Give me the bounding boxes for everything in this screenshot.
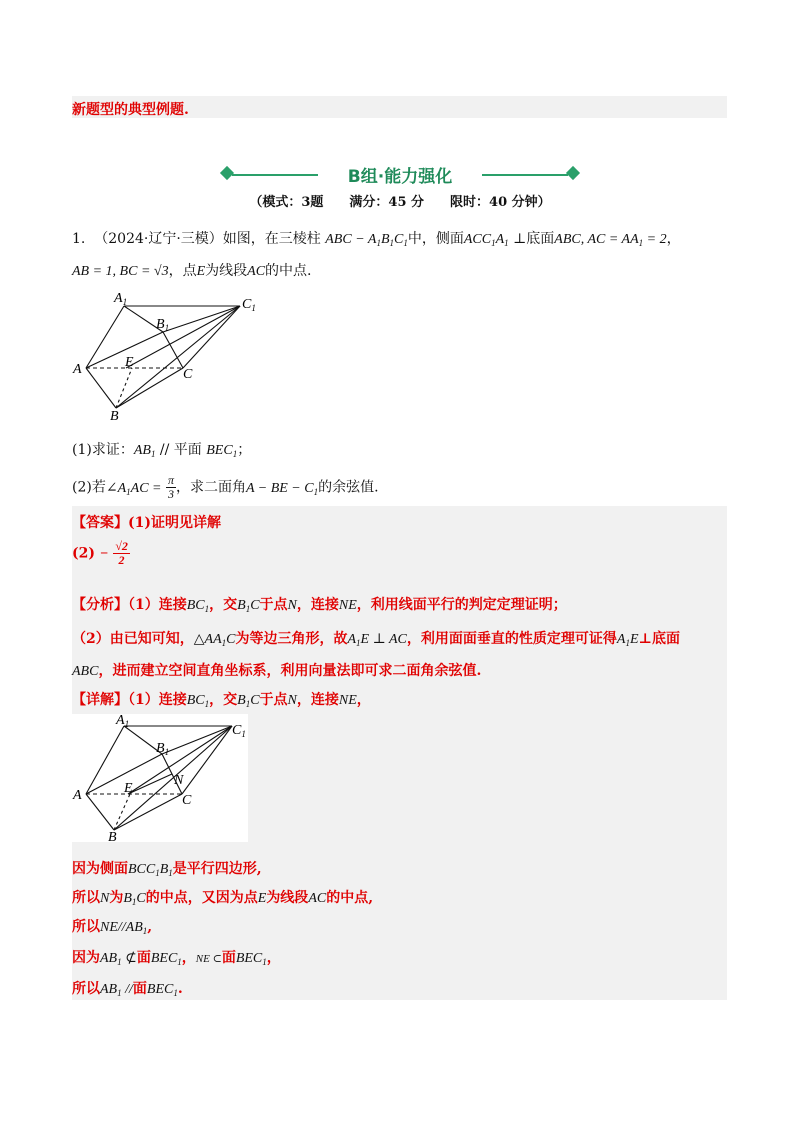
question-1 [72, 439, 251, 459]
detail-line-6: 所以$AB_1$ //面$BEC_1$. [72, 981, 183, 998]
detail-l2a: 所以 [72, 890, 100, 906]
detail-l2c: 的中点，又因为点 [145, 890, 258, 906]
analysis-line-2: （2）由已知可知，$\triangle AA_1C$为等边三角形，故$A_1E$ ⊥ AC，利用面面垂直的性质定理可证得$A_1E\perp$底面 [72, 631, 680, 648]
analysis-s2c: ，利用面面垂直的性质定理可证得 [406, 631, 617, 647]
detail-line-4: 所以$NE//AB_1$, [72, 919, 153, 936]
detail-s1b: ，交 [209, 692, 238, 708]
detail-l2e: 的中点, [326, 890, 374, 906]
detail-l4c: ， [181, 950, 196, 966]
section-header [220, 162, 580, 188]
label-B: B [110, 409, 119, 424]
math-BEC1: $BEC_1$ [206, 443, 238, 459]
detail-l1a: 因为侧面 [72, 861, 128, 877]
detail-s1c: 于点 [259, 692, 288, 708]
problem-text-1c: ， [666, 231, 681, 247]
problem-text-2c: 的中点. [265, 263, 312, 279]
label-A: A [73, 362, 82, 377]
analysis-s1d: ，连接 [296, 597, 339, 613]
prism-figure-1 [70, 286, 270, 426]
q2-end: 的余弦值. [318, 479, 379, 496]
detail-line-3: 所以N为$B_1C$的中点，又因为点E为线段AC的中点, [72, 890, 374, 907]
detail-line-1: 【详解】（1）连接$BC_1$，交$B_1C$于点N，连接NE， [72, 692, 371, 709]
question-2 [72, 474, 379, 501]
answer-line-2: (2) − $\frac{√2}{2}$ [72, 539, 128, 567]
detail-l4b: 面 [136, 950, 151, 966]
math-AC: AC [247, 264, 266, 279]
analysis-label: 【分析】 [72, 597, 128, 613]
label-B1: $B_1$ [156, 317, 170, 333]
math-E: E [196, 264, 206, 279]
q2-mid: ，求二面角 [175, 479, 246, 496]
label-A1: $A_1$ [114, 291, 128, 307]
label2-N: N [174, 773, 184, 788]
answer-line-1 [72, 512, 221, 532]
math-dihedral: A − BE − $C_1$ [245, 480, 319, 497]
fraction-sqrt2-2: $\frac{√2}{2}$ [115, 539, 128, 567]
label2-A1: $A_1$ [116, 714, 130, 729]
detail-l1b: 是平行四边形, [172, 861, 262, 877]
math-lengths: AB = 1, BC = √3 [72, 264, 169, 279]
section-title: B组·能力强化 [347, 167, 453, 187]
label2-C1: $C_1$ [232, 723, 246, 739]
analysis-s1e: ，利用线面平行的判定定理证明； [356, 597, 567, 613]
detail-l3: 所以 [72, 919, 100, 935]
problem-line-2 [72, 260, 311, 280]
math-prism: ABC − $A_1B_1C_1$ [325, 232, 408, 248]
q1-end: ； [237, 442, 252, 458]
answer-part-1: (1)证明见详解 [128, 515, 221, 531]
problem-text-2b: 为线段 [205, 263, 248, 279]
answer-label: 【答案】 [72, 515, 128, 531]
fraction-pi-3: $\frac{\pi}{3}$ [167, 473, 174, 501]
math-face: $ACC_1A_1$ [463, 232, 509, 248]
problem-text-1b: ⊥底面 [513, 231, 555, 247]
detail-s1d: ，连接 [296, 692, 339, 708]
intro-text: 新题型的典型例题. [72, 102, 189, 118]
label2-A: A [73, 788, 82, 803]
math-AB1: $AB_1$ [133, 443, 156, 459]
detail-l5a: 所以 [72, 981, 100, 997]
section-meta: （模式：3题 满分：45 分 限时：40 分钟） [249, 195, 551, 210]
label-C1: $C_1$ [242, 297, 256, 313]
analysis-s2d: ⊥底面 [638, 631, 680, 647]
analysis-s3: ，进而建立空间直角坐标系，利用向量法即可求二面角余弦值. [98, 663, 482, 679]
problem-text-2: ，点 [168, 263, 197, 279]
detail-line-5: 因为$AB_1$ ⊄面$BEC_1$，NE ⊂面$BEC_1$， [72, 950, 281, 967]
detail-s1a: （1）连接 [128, 692, 187, 708]
prism-figure-2 [72, 714, 248, 842]
analysis-s1a: （1）连接 [128, 597, 187, 613]
detail-s1e: ， [356, 692, 371, 708]
analysis-s1c: 于点 [259, 597, 288, 613]
detail-l4a: 因为 [72, 950, 100, 966]
detail-label: 【详解】 [72, 692, 128, 708]
detail-l5c: . [177, 981, 183, 997]
label2-E: E [124, 781, 133, 796]
problem-text-1a: 中，侧面 [407, 231, 464, 247]
problem-number: 1. [72, 231, 86, 247]
detail-l4d: 面 [221, 950, 236, 966]
detail-line-2: 因为侧面$BCC_1B_1$是平行四边形, [72, 861, 262, 878]
label2-B: B [108, 830, 117, 842]
analysis-s1b: ，交 [209, 597, 238, 613]
label2-C: C [182, 793, 192, 808]
math-angle: $\angle A_1AC$ = [105, 480, 162, 497]
detail-l4e: ， [266, 950, 281, 966]
detail-l2b: 为 [109, 890, 124, 906]
analysis-s2b: 为等边三角形，故 [235, 631, 348, 647]
problem-source: （2024·辽宁·三模）如图，在三棱柱 [94, 231, 321, 247]
label2-B1: $B_1$ [156, 741, 170, 757]
detail-l5b: 面 [132, 981, 147, 997]
label-C: C [183, 367, 193, 382]
analysis-s2a: （2）由已知可知， [72, 631, 194, 647]
math-base: ABC, AC = $AA_1 = 2$ [554, 232, 667, 248]
analysis-line-1: 【分析】（1）连接$BC_1$，交$B_1C$于点N，连接NE，利用线面平行的判定定理证明； [72, 597, 567, 614]
answer-part-2-prefix: (2) [72, 545, 95, 562]
q1-prefix: (1)求证： [72, 442, 134, 458]
q1-mid: // 平面 [159, 442, 202, 458]
problem-line-1 [72, 228, 681, 248]
q2-prefix: (2)若 [72, 479, 106, 496]
label-E: E [125, 355, 134, 370]
detail-l2d: 为线段 [266, 890, 309, 906]
analysis-line-3: ABC，进而建立空间直角坐标系，利用向量法即可求二面角余弦值. [72, 663, 482, 679]
